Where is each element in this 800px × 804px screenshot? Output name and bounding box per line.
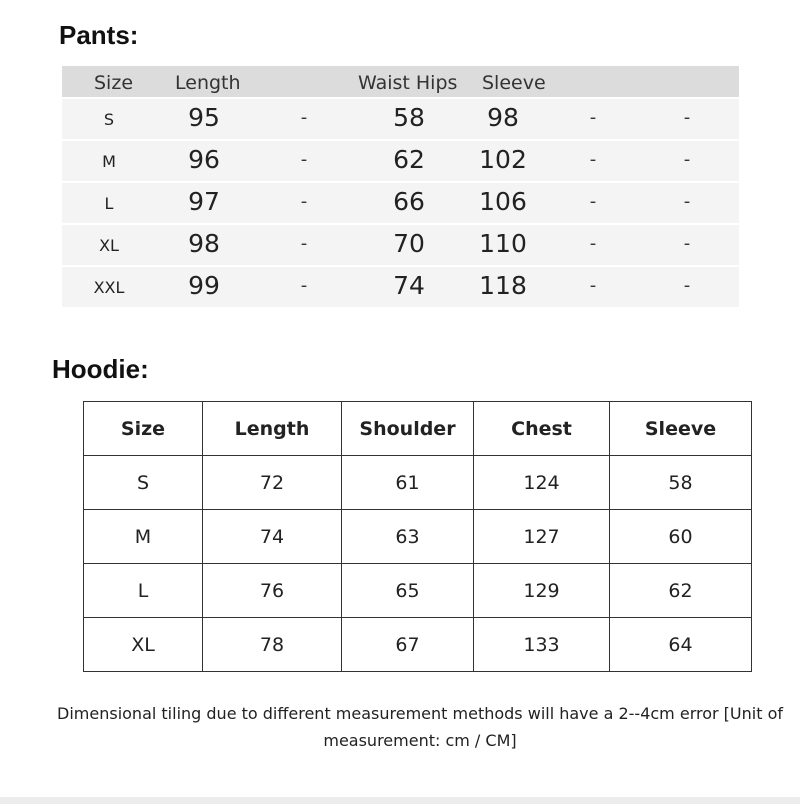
pants-cell-waist-hips: 74 [393,271,425,300]
hoodie-cell-chest: 133 [474,618,610,672]
pants-cell-c6: - [589,149,597,170]
hoodie-cell-chest: 129 [474,564,610,618]
pants-cell-c3: - [300,149,308,170]
pants-cell-waist-hips: 62 [393,145,425,174]
pants-cell-c7: - [683,107,691,128]
pants-cell-c6: - [589,233,597,254]
pants-row [62,223,739,265]
hoodie-cell-size: XL [84,618,203,672]
pants-cell-length: 99 [188,271,220,300]
pants-header-waist-hips: Waist Hips [358,72,458,94]
pants-row [62,265,739,307]
hoodie-cell-chest: 127 [474,510,610,564]
hoodie-cell-sleeve: 62 [610,564,752,618]
pants-cell-waist-hips: 66 [393,187,425,216]
pants-cell-sleeve: 110 [479,229,527,258]
hoodie-cell-shoulder: 61 [342,456,474,510]
hoodie-cell-sleeve: 58 [610,456,752,510]
pants-cell-sleeve: 98 [487,103,519,132]
pants-row [62,97,739,139]
pants-cell-c3: - [300,107,308,128]
hoodie-cell-size: S [84,456,203,510]
pants-cell-size: L [104,194,114,213]
pants-header-row [62,66,739,97]
hoodie-header-shoulder: Shoulder [342,402,474,456]
hoodie-cell-chest: 124 [474,456,610,510]
pants-cell-size: XXL [93,278,125,297]
pants-cell-sleeve: 118 [479,271,527,300]
pants-cell-c7: - [683,275,691,296]
hoodie-header-size: Size [84,402,203,456]
hoodie-cell-length: 76 [203,564,342,618]
pants-title: Pants: [59,20,139,50]
pants-row [62,181,739,223]
pants-header-sleeve: Sleeve [482,72,546,94]
pants-cell-size: M [102,152,116,171]
hoodie-row [84,618,752,672]
pants-cell-waist-hips: 58 [393,103,425,132]
hoodie-row [84,510,752,564]
hoodie-cell-size: L [84,564,203,618]
hoodie-body [84,456,752,672]
hoodie-cell-length: 72 [203,456,342,510]
pants-body [62,97,739,307]
hoodie-header-row [84,402,752,456]
hoodie-cell-sleeve: 60 [610,510,752,564]
hoodie-header-sleeve: Sleeve [610,402,752,456]
pants-cell-length: 95 [188,103,220,132]
pants-cell-c3: - [300,191,308,212]
hoodie-cell-length: 78 [203,618,342,672]
pants-cell-sleeve: 106 [479,187,527,216]
hoodie-title: Hoodie: [52,354,149,384]
pants-cell-sleeve: 102 [479,145,527,174]
measurement-note-line-1: Dimensional tiling due to different measurement methods will have a 2--4cm error [Unit of [57,704,783,723]
pants-cell-length: 98 [188,229,220,258]
hoodie-cell-shoulder: 65 [342,564,474,618]
pants-cell-c3: - [300,233,308,254]
pants-size-table [62,66,739,307]
pants-header-length: Length [175,72,241,94]
pants-cell-length: 97 [188,187,220,216]
measurement-note [40,700,800,754]
pants-cell-c7: - [683,233,691,254]
pants-cell-c7: - [683,149,691,170]
hoodie-cell-shoulder: 63 [342,510,474,564]
hoodie-row [84,564,752,618]
measurement-note-line-2: measurement: cm / CM] [323,731,517,750]
hoodie-cell-shoulder: 67 [342,618,474,672]
hoodie-row [84,456,752,510]
bottom-divider [0,797,800,804]
hoodie-cell-length: 74 [203,510,342,564]
pants-cell-c7: - [683,191,691,212]
pants-cell-c3: - [300,275,308,296]
pants-cell-length: 96 [188,145,220,174]
hoodie-header-length: Length [203,402,342,456]
pants-cell-waist-hips: 70 [393,229,425,258]
pants-cell-size: S [103,110,115,129]
hoodie-cell-size: M [84,510,203,564]
pants-cell-c6: - [589,275,597,296]
hoodie-size-table [83,401,752,672]
pants-row [62,139,739,181]
pants-cell-c6: - [589,191,597,212]
hoodie-cell-sleeve: 64 [610,618,752,672]
hoodie-header-chest: Chest [474,402,610,456]
pants-cell-size: XL [99,236,119,255]
pants-cell-c6: - [589,107,597,128]
pants-header-size: Size [94,72,134,94]
